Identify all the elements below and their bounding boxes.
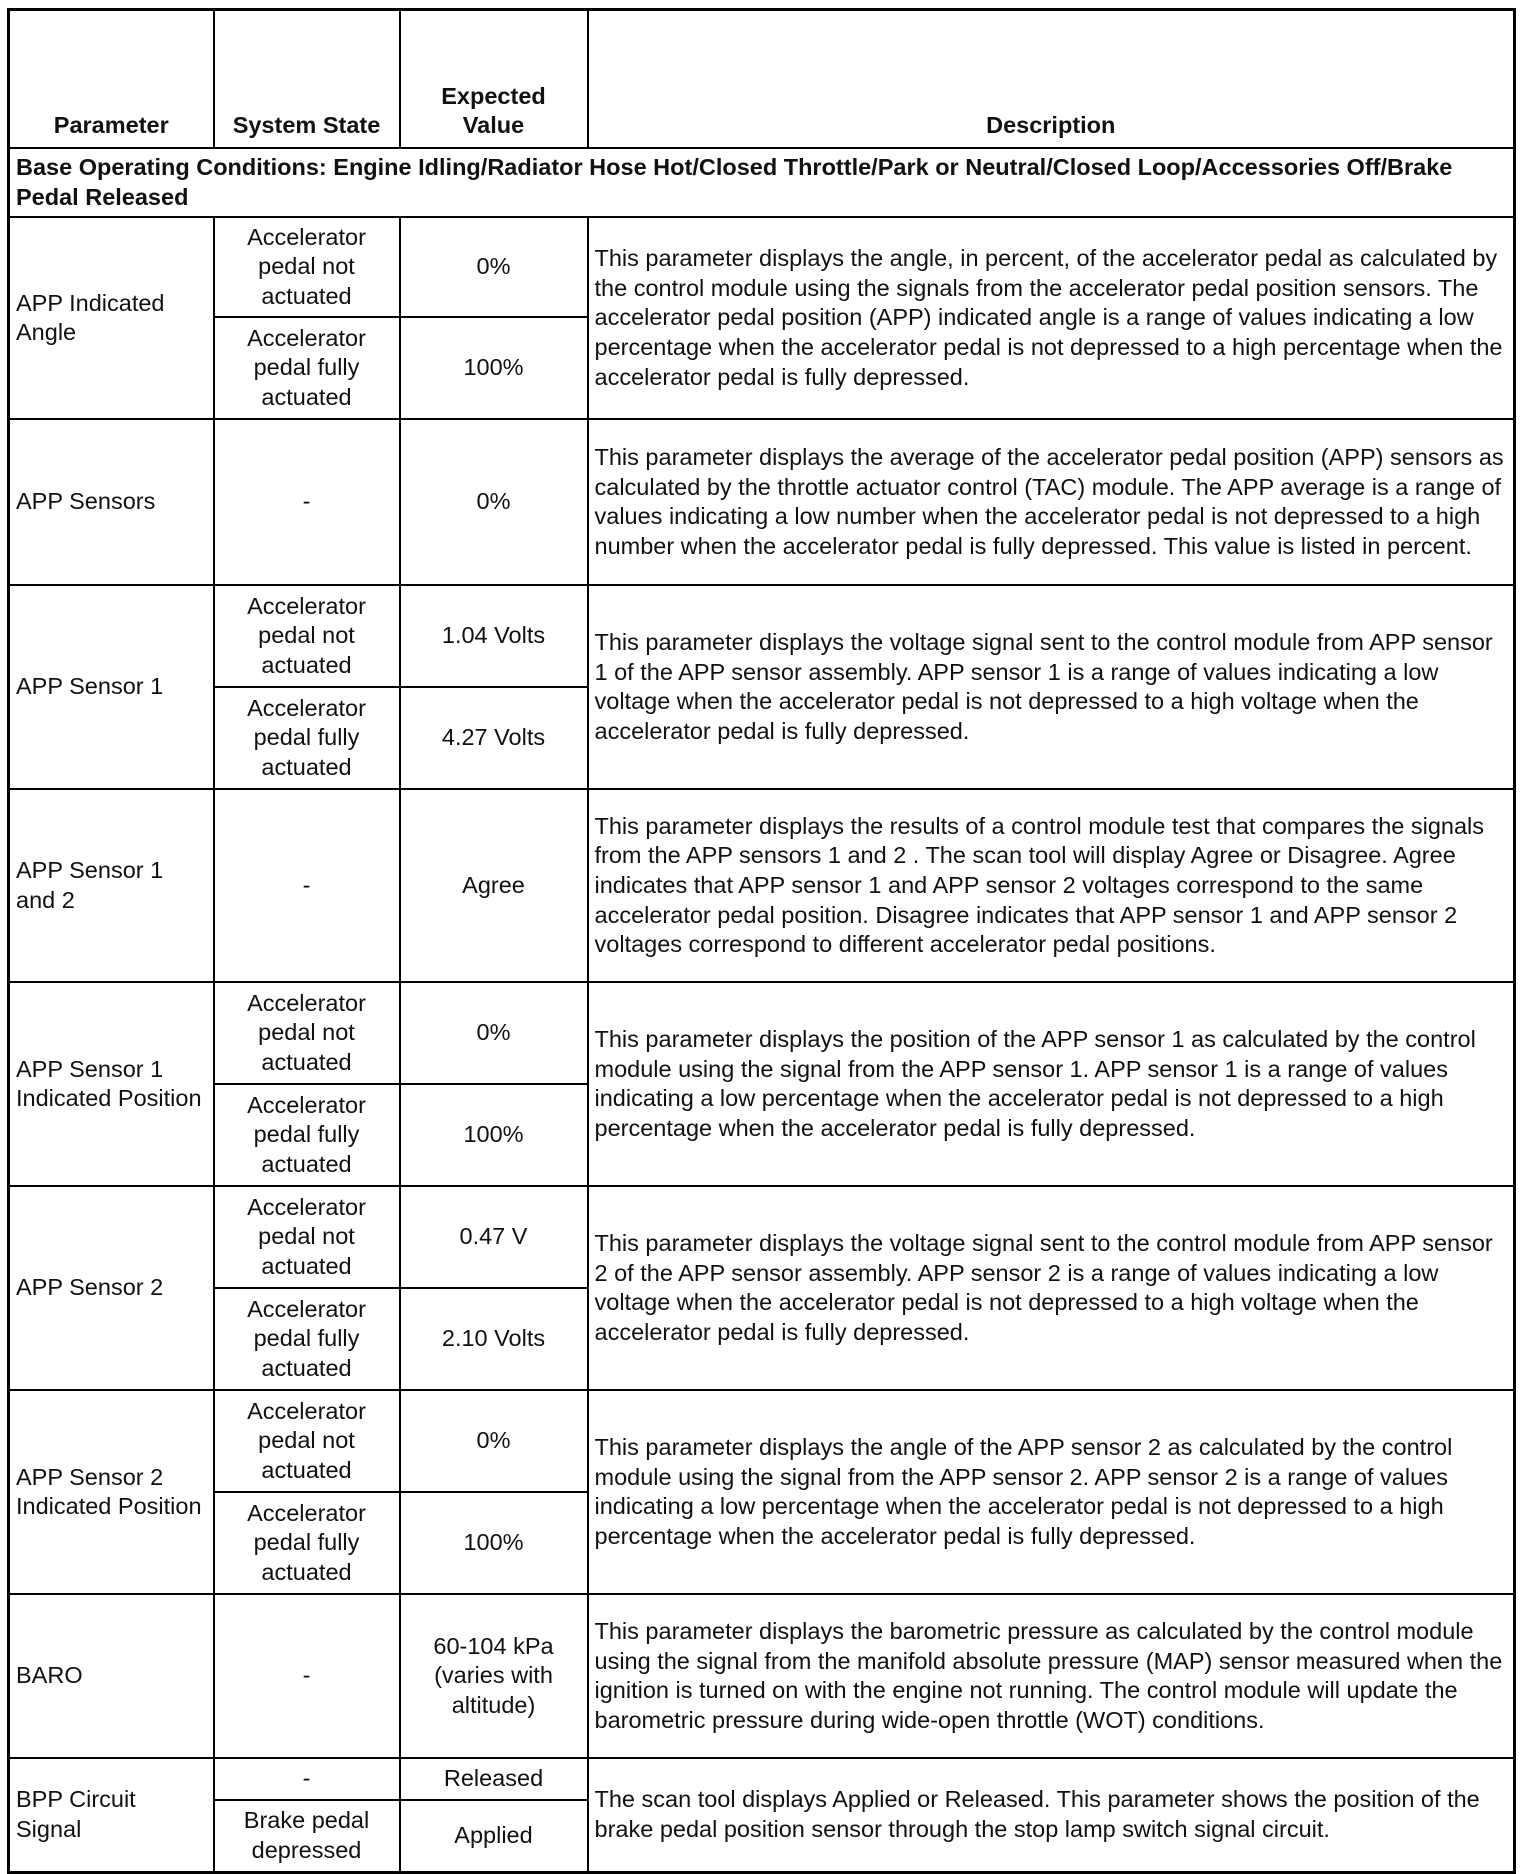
system-state-cell: Accelerator pedal not actuated xyxy=(214,217,400,317)
table-row xyxy=(9,1758,1515,1800)
expected-value-cell: Applied xyxy=(400,1800,588,1872)
description-cell: This parameter displays the angle of the APP sensor 2 as calculated by the control module using the signal from the APP sensor 2. APP sensor 2 is a range of values indicating a low percentage when the accelerator pedal is not depressed to a high percentage when the accelerator pedal is fully depressed. xyxy=(588,1390,1515,1594)
system-state-cell: Accelerator pedal not actuated xyxy=(214,982,400,1084)
table-row xyxy=(9,217,1515,317)
expected-value-cell: 0% xyxy=(400,1390,588,1492)
parameter-cell: APP Sensor 2 xyxy=(9,1186,214,1390)
expected-value-cell: 2.10 Volts xyxy=(400,1288,588,1390)
parameter-cell: APP Sensor 1 and 2 xyxy=(9,789,214,982)
system-state-cell: - xyxy=(214,419,400,585)
table-row xyxy=(9,982,1515,1084)
system-state-cell: Accelerator pedal fully actuated xyxy=(214,317,400,419)
parameter-table-container xyxy=(7,8,1513,1874)
header-parameter: Parameter xyxy=(9,10,214,149)
system-state-cell: Accelerator pedal not actuated xyxy=(214,585,400,687)
base-conditions-row xyxy=(9,148,1515,217)
parameter-cell: APP Sensor 1 Indicated Position xyxy=(9,982,214,1186)
description-cell: This parameter displays the voltage signal sent to the control module from APP sensor 1 of the APP sensor assembly. APP sensor 1 is a range of values indicating a low voltage when the accelerator pedal is not depressed to a high voltage when the accelerator pedal is fully depressed. xyxy=(588,585,1515,789)
system-state-cell: Brake pedal depressed xyxy=(214,1800,400,1872)
parameter-cell: BARO xyxy=(9,1594,214,1758)
parameter-cell: APP Sensor 2 Indicated Position xyxy=(9,1390,214,1594)
system-state-cell: - xyxy=(214,789,400,982)
expected-value-cell: 0.47 V xyxy=(400,1186,588,1288)
table-body xyxy=(9,148,1515,1872)
description-cell: This parameter displays the voltage signal sent to the control module from APP sensor 2 of the APP sensor assembly. APP sensor 2 is a range of values indicating a low voltage when the accelerator pedal is not depressed to a high voltage when the accelerator pedal is fully depressed. xyxy=(588,1186,1515,1390)
expected-value-cell: 60-104 kPa (varies with altitude) xyxy=(400,1594,588,1758)
system-state-cell: Accelerator pedal fully actuated xyxy=(214,1084,400,1186)
base-conditions: Base Operating Conditions: Engine Idling/Radiator Hose Hot/Closed Throttle/Park or Neutral/Closed Loop/Accessories Off/Brake Pedal Released xyxy=(9,148,1515,217)
header-description: Description xyxy=(588,10,1515,149)
expected-value-cell: 100% xyxy=(400,317,588,419)
expected-value-cell: Agree xyxy=(400,789,588,982)
parameter-cell: APP Indicated Angle xyxy=(9,217,214,419)
table-row xyxy=(9,585,1515,687)
expected-value-cell: 4.27 Volts xyxy=(400,687,588,789)
expected-value-cell: 1.04 Volts xyxy=(400,585,588,687)
table-row xyxy=(9,1186,1515,1288)
table-row xyxy=(9,419,1515,585)
system-state-cell: Accelerator pedal not actuated xyxy=(214,1186,400,1288)
parameter-cell: APP Sensor 1 xyxy=(9,585,214,789)
header-system-state: System State xyxy=(214,10,400,149)
description-cell: This parameter displays the results of a control module test that compares the signals from the APP sensors 1 and 2 . The scan tool will display Agree or Disagree. Agree indicates that APP sensor 1 and APP sensor 2 voltages correspond to the same accelerator pedal position. Disagree indicates that APP sensor 1 and APP sensor 2 voltages correspond to different accelerator pedal positions. xyxy=(588,789,1515,982)
description-cell: The scan tool displays Applied or Released. This parameter shows the position of the brake pedal position sensor through the stop lamp switch signal circuit. xyxy=(588,1758,1515,1872)
parameter-table xyxy=(7,8,1516,1874)
parameter-cell: APP Sensors xyxy=(9,419,214,585)
header-row xyxy=(9,10,1515,149)
header-expected-value: Expected Value xyxy=(400,10,588,149)
system-state-cell: Accelerator pedal fully actuated xyxy=(214,1288,400,1390)
description-cell: This parameter displays the average of the accelerator pedal position (APP) sensors as calculated by the throttle actuator control (TAC) module. The APP average is a range of values indicating a low number when the accelerator pedal is not depressed to a high number when the accelerator pedal is fully depressed. This value is listed in percent. xyxy=(588,419,1515,585)
description-cell: This parameter displays the barometric pressure as calculated by the control module using the signal from the manifold absolute pressure (MAP) sensor measured when the ignition is turned on with the engine not running. The control module will update the barometric pressure during wide-open throttle (WOT) conditions. xyxy=(588,1594,1515,1758)
system-state-cell: Accelerator pedal fully actuated xyxy=(214,687,400,789)
expected-value-cell: 100% xyxy=(400,1492,588,1594)
parameter-cell: BPP Circuit Signal xyxy=(9,1758,214,1872)
system-state-cell: - xyxy=(214,1758,400,1800)
expected-value-cell: 0% xyxy=(400,982,588,1084)
table-row xyxy=(9,1594,1515,1758)
expected-value-cell: 100% xyxy=(400,1084,588,1186)
expected-value-cell: 0% xyxy=(400,419,588,585)
system-state-cell: - xyxy=(214,1594,400,1758)
expected-value-cell: 0% xyxy=(400,217,588,317)
system-state-cell: Accelerator pedal fully actuated xyxy=(214,1492,400,1594)
description-cell: This parameter displays the angle, in percent, of the accelerator pedal as calculated by the control module using the signals from the accelerator pedal position sensors. The accelerator pedal position (APP) indicated angle is a range of values indicating a low percentage when the accelerator pedal is not depressed to a high percentage when the accelerator pedal is fully depressed. xyxy=(588,217,1515,419)
description-cell: This parameter displays the position of the APP sensor 1 as calculated by the control module using the signal from the APP sensor 1. APP sensor 1 is a range of values indicating a low percentage when the accelerator pedal is not depressed to a high percentage when the accelerator pedal is fully depressed. xyxy=(588,982,1515,1186)
table-row xyxy=(9,1390,1515,1492)
system-state-cell: Accelerator pedal not actuated xyxy=(214,1390,400,1492)
expected-value-cell: Released xyxy=(400,1758,588,1800)
table-row xyxy=(9,789,1515,982)
